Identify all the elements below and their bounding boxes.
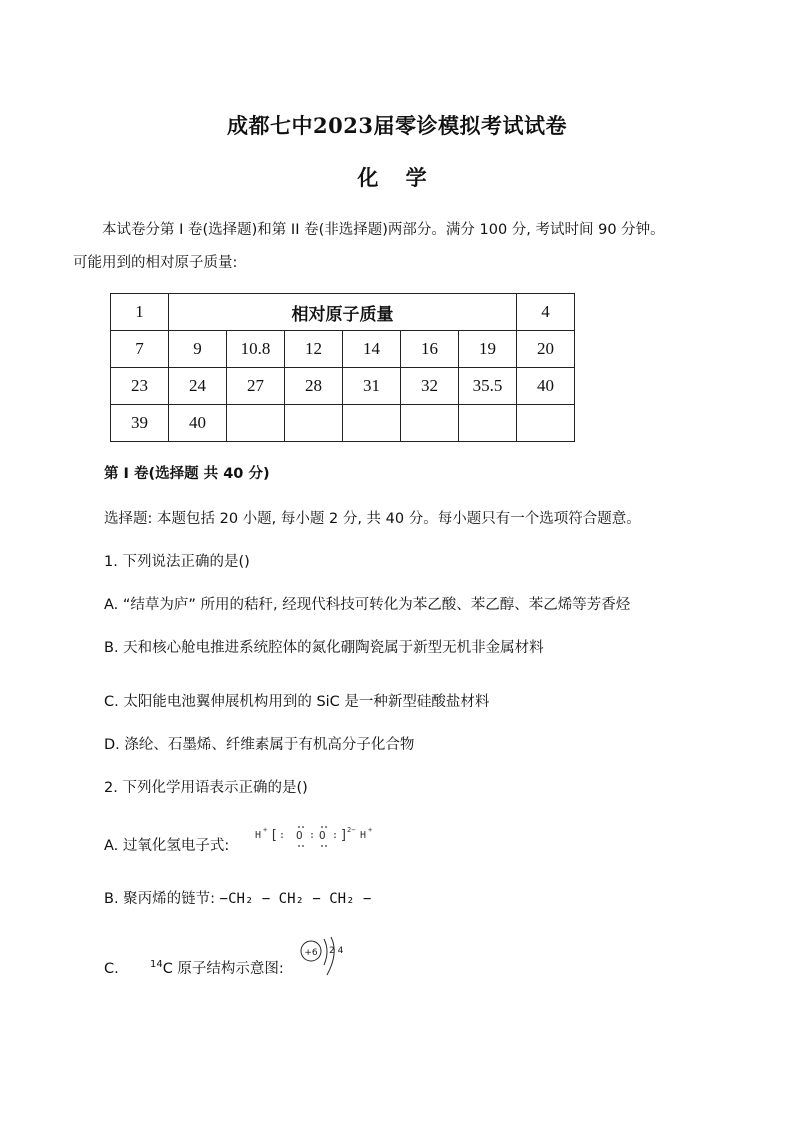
question-2-option-c xyxy=(104,957,284,978)
table-cell: 39 xyxy=(111,405,169,442)
option-c-text: 原子结构示意图: xyxy=(177,961,284,977)
option-b-label: B. 聚丙烯的链节: xyxy=(104,891,216,907)
atom-structure-diagram xyxy=(297,935,347,979)
svg-text:2−: 2− xyxy=(347,826,356,834)
table-cell: 7 xyxy=(111,331,169,368)
table-cell xyxy=(401,405,459,442)
table-cell: 12 xyxy=(285,331,343,368)
table-cell: 40 xyxy=(169,405,227,442)
question-2-stem: 2. 下列化学用语表示正确的是() xyxy=(104,780,308,796)
question-1-stem: 1. 下列说法正确的是() xyxy=(104,554,250,570)
table-header: 相对原子质量 xyxy=(169,294,517,331)
table-cell: 28 xyxy=(285,368,343,405)
table-cell: 32 xyxy=(401,368,459,405)
question-2-option-a: A. 过氧化氢电子式: xyxy=(104,838,230,854)
intro-line-2: 可能用到的相对原子质量: xyxy=(73,255,238,271)
table-cell: 14 xyxy=(343,331,401,368)
svg-text:+: + xyxy=(368,826,373,834)
subject-title: 化 学 xyxy=(357,165,437,190)
svg-text:O: O xyxy=(296,829,303,842)
table-cell: 20 xyxy=(517,331,575,368)
table-cell: 40 xyxy=(517,368,575,405)
svg-text:H: H xyxy=(360,830,367,841)
intro-paragraph xyxy=(73,214,733,280)
table-cell xyxy=(227,405,285,442)
question-1-option-c: C. 太阳能电池翼伸展机构用到的 SiC 是一种新型硅酸盐材料 xyxy=(104,694,490,710)
svg-text:H: H xyxy=(255,830,262,841)
table-cell: 24 xyxy=(169,368,227,405)
shell-electrons: 2 4 xyxy=(329,946,344,956)
question-1-option-b: B. 天和核心舱电推进系统腔体的氮化硼陶瓷属于新型无机非金属材料 xyxy=(104,640,544,656)
table-row xyxy=(111,294,575,331)
section-instructions: 选择题: 本题包括 20 小题, 每小题 2 分, 共 40 分。每小题只有一个选项符合题意。 xyxy=(104,511,641,527)
isotope-mass-number: 14 xyxy=(149,959,163,971)
table-cell: 9 xyxy=(169,331,227,368)
table-cell: 16 xyxy=(401,331,459,368)
lewis-structure-image xyxy=(255,818,385,857)
table-cell: 35.5 xyxy=(459,368,517,405)
svg-text::: : xyxy=(332,830,339,841)
table-cell: 27 xyxy=(227,368,285,405)
table-row xyxy=(111,368,575,405)
table-cell: 31 xyxy=(343,368,401,405)
option-c-label: C. xyxy=(104,961,119,977)
question-1-option-d: D. 涤纶、石墨烯、纤维素属于有机高分子化合物 xyxy=(104,737,415,753)
table-row xyxy=(111,331,575,368)
svg-text::: : xyxy=(309,830,316,841)
table-row xyxy=(111,405,575,442)
element-symbol: C xyxy=(162,961,173,977)
exam-title: 成都七中2023届零诊模拟考试试卷 xyxy=(227,113,567,138)
table-cell xyxy=(517,405,575,442)
svg-text:[: [ xyxy=(270,828,278,843)
table-cell: 19 xyxy=(459,331,517,368)
table-cell xyxy=(459,405,517,442)
atomic-mass-table xyxy=(110,293,575,442)
table-cell: 10.8 xyxy=(227,331,285,368)
lewis-structure-svg xyxy=(255,818,385,854)
outer-shell-arc xyxy=(327,937,334,975)
svg-text:]: ] xyxy=(340,828,348,843)
polypropylene-unit-formula: −CH₂ − CH₂ − CH₂ − xyxy=(219,891,372,907)
table-cell: 1 xyxy=(111,294,169,331)
question-1-option-a: A. “结草为庐” 所用的秸秆, 经现代科技可转化为苯乙酸、苯乙醇、苯乙烯等芳香烃 xyxy=(104,597,631,613)
svg-text:O: O xyxy=(319,829,326,842)
svg-text:+: + xyxy=(263,826,268,834)
intro-line-1: 本试卷分第 I 卷(选择题)和第 II 卷(非选择题)两部分。满分 100 分, 考试时间 90 分钟。 xyxy=(102,222,665,238)
table-cell: 23 xyxy=(111,368,169,405)
question-2-option-b xyxy=(104,887,371,908)
table-cell: 4 xyxy=(517,294,575,331)
nucleus-charge: +6 xyxy=(304,948,318,958)
section-heading: 第 I 卷(选择题 共 40 分) xyxy=(104,466,270,482)
svg-text::: : xyxy=(279,830,286,841)
inner-shell-arc xyxy=(324,939,327,965)
table-cell xyxy=(343,405,401,442)
table-cell xyxy=(285,405,343,442)
